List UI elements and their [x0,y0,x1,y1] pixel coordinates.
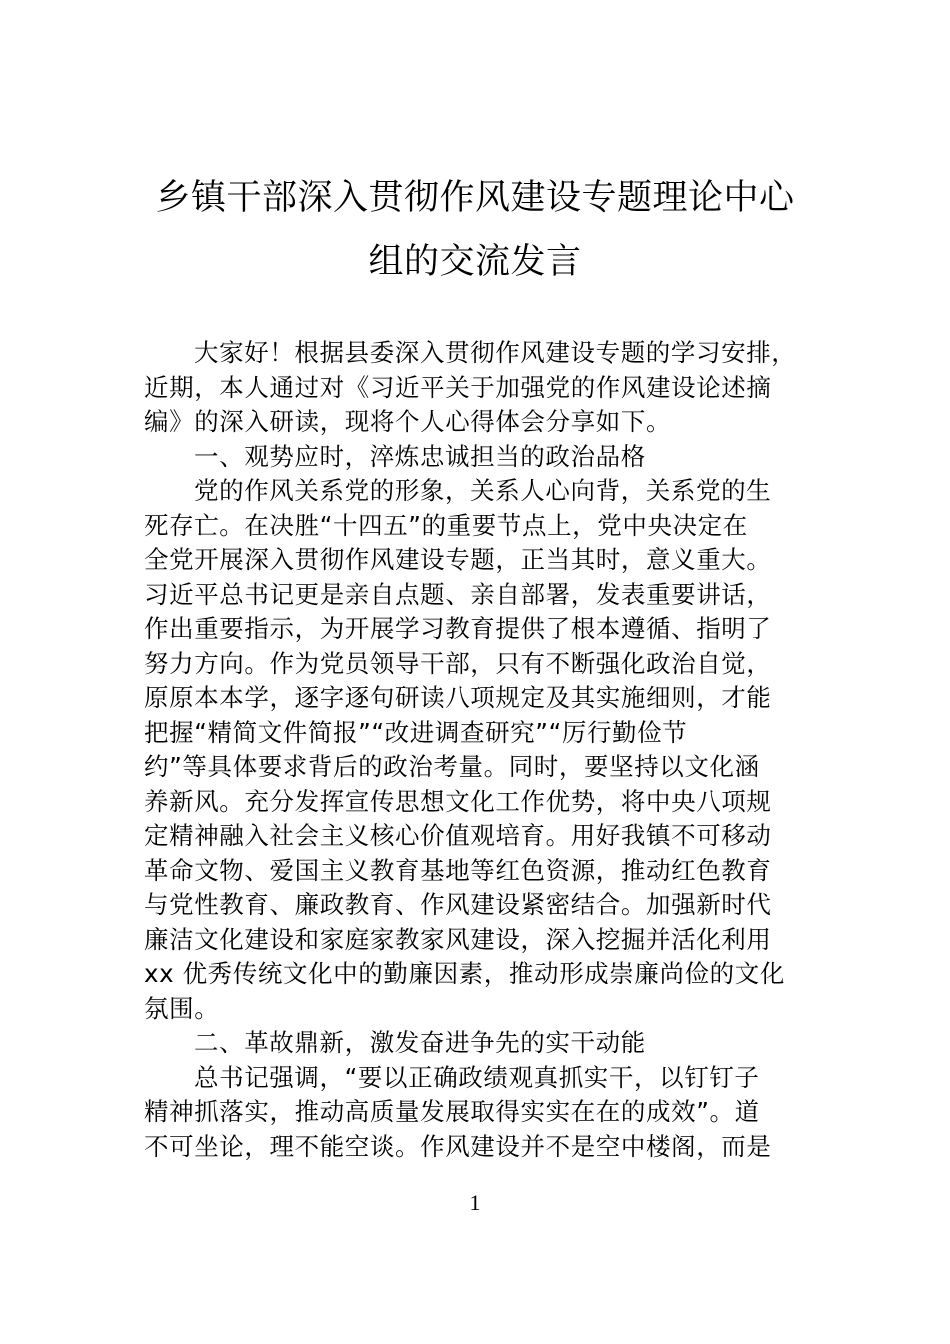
text-line: 二、革故鼎新，激发奋进争先的实干动能 [194,1028,646,1057]
text-line: 氛围。 [144,993,220,1023]
text-line: 原原本本学，逐字逐句研读八项规定及其实施细则，才能 [144,683,772,712]
text-line: 把握“精简文件简报”“改进调查研究”“厉行勤俭节 [144,717,688,747]
text-line: 总书记强调，“要以正确政绩观真抓实干，以钉钉子 [194,1062,760,1092]
text-line: 约”等具体要求背后的政治考量。同时，要坚持以文化涵 [144,752,760,781]
text-line: 定精神融入社会主义核心价值观培育。用好我镇不可移动 [144,821,772,850]
text-line: 死存亡。在决胜“十四五”的重要节点上，党中央决定在 [144,510,748,540]
text-line: 廉洁文化建设和家庭家教家风建设，深入挖掘并活化利用 [144,924,772,954]
text-line: 精神抓落实，推动高质量发展取得实实在在的成效”。道 [144,1097,760,1126]
text-line: 与党性教育、廉政教育、作风建设紧密结合。加强新时代 [144,890,772,919]
text-line: 近期，本人通过对《习近平关于加强党的作风建设论述摘 [144,372,772,402]
text-line: 党的作风关系党的形象，关系人心向背，关系党的生 [194,476,772,505]
text-line: 不可坐论，理不能空谈。作风建设并不是空中楼阁，而是 [144,1131,772,1161]
text-line: 全党开展深入贯彻作风建设专题，正当其时，意义重大。 [144,545,772,574]
text-line: 革命文物、爱国主义教育基地等红色资源，推动红色教育 [144,855,772,885]
text-line: 编》的深入研读，现将个人心得体会分享如下。 [144,407,672,436]
document-title [140,166,810,294]
text-line: 大家好！根据县委深入贯彻作风建设专题的学习安排， [194,338,797,367]
title-line: 乡镇干部深入贯彻作风建设专题理论中心 [155,178,795,218]
text-line: 养新风。充分发挥宣传思想文化工作优势，将中央八项规 [144,786,772,816]
text-line: 习近平总书记更是亲自点题、亲自部署，发表重要讲话， [144,579,772,609]
text-line: 努力方向。作为党员领导干部，只有不断强化政治自觉， [144,648,772,678]
text-line: 一、观势应时，淬炼忠诚担当的政治品格 [194,441,646,471]
text-line: xx 优秀传统文化中的勤廉因素，推动形成崇廉尚俭的文化 [144,959,785,988]
title-line: 组的交流发言 [368,242,582,282]
text-line: 作出重要指示，为开展学习教育提供了根本遵循、指明了 [144,614,772,643]
document-body [144,336,810,1164]
page-number: 1 [469,1190,481,1215]
